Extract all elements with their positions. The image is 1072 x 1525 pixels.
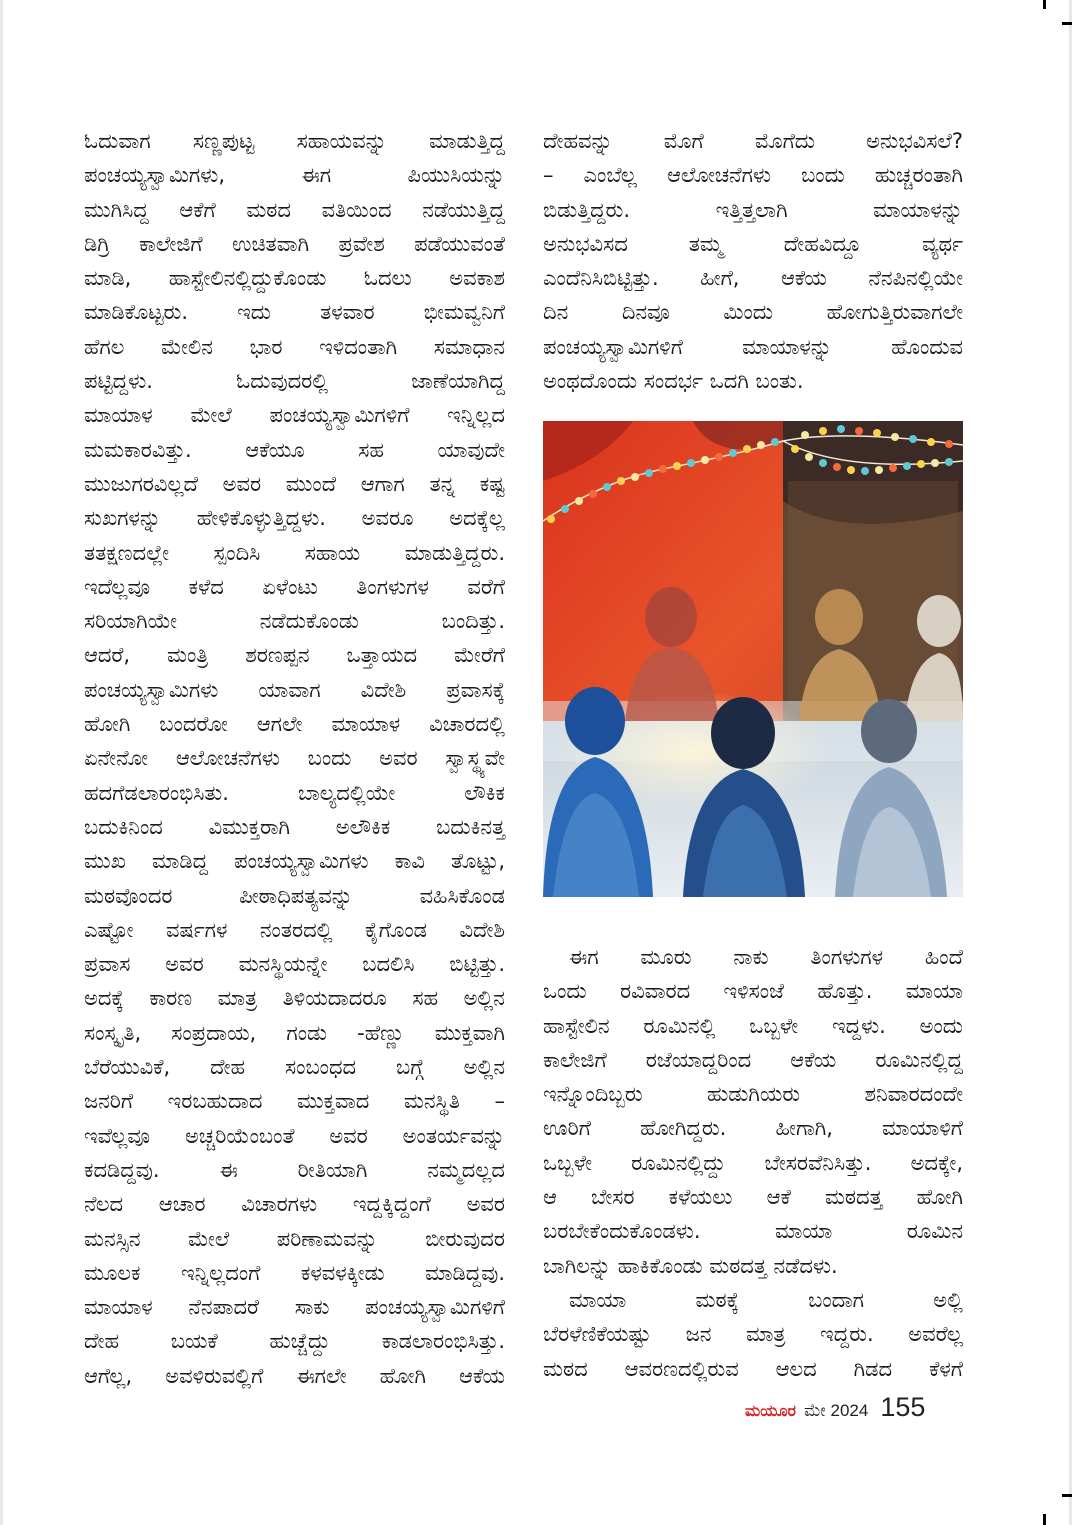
text-line: ಇವೆಲ್ಲವೂ ಅಚ್ಚರಿಯೆಂಬಂತೆ ಅವರ ಅಂತರ್ಯವನ್ನು: [84, 1123, 505, 1148]
text-line: ಕದಡಿದ್ದವು. ಈ ರೀತಿಯಾಗಿ ನಮ್ಮದಲ್ಲದ: [84, 1157, 505, 1182]
magazine-logo: ಮಯೂರ: [745, 1401, 797, 1420]
text-line: ಒಂದು ರವಿವಾರದ ಇಳಿಸಂಜೆ ಹೊತ್ತು. ಮಾಯಾ: [543, 979, 963, 1004]
text-line: ಹದಗೆಡಲಾರಂಭಿಸಿತು. ಬಾಲ್ಯದಲ್ಲಿಯೇ ಲೌಕಿಕ: [84, 780, 505, 805]
text-line: ಪಂಚಯ್ಯಸ್ವಾಮಿಗಳಿಗೆ ಮಾಯಾಳನ್ನು ಹೊಂದುವ: [543, 334, 963, 359]
page-footer: [745, 1392, 965, 1428]
text-line: ಒಬ್ಬಳೇ ರೂಮಿನಲ್ಲಿದ್ದು ಬೇಸರವೆನಿಸಿತ್ತು. ಅದಕ್ಕೇ,: [543, 1150, 963, 1175]
crop-mark-top: [1043, 0, 1046, 9]
text-line: ಡಿಗ್ರಿ ಕಾಲೇಜಿಗೆ ಉಚಿತವಾಗಿ ಪ್ರವೇಶ ಪಡೆಯುವಂತೆ: [84, 231, 505, 256]
text-line: ಆಗೆಲ್ಲ, ಅವಳಿರುವಲ್ಲಿಗೆ ಈಗಲೇ ಹೋಗಿ ಆಕೆಯ: [84, 1363, 505, 1388]
text-line: – ಎಂಬೆಲ್ಲ ಆಲೋಚನೆಗಳು ಬಂದು ಹುಚ್ಚರಂತಾಗಿ: [543, 163, 963, 188]
text-line: ದೇಹವನ್ನು ಮೊಗೆ ಮೊಗೆದು ಅನುಭವಿಸಲೆ?: [543, 129, 963, 153]
article-column-right-bottom: [543, 940, 963, 1386]
text-line: ಅದಕ್ಕೆ ಕಾರಣ ಮಾತ್ರ ತಿಳಿಯದಾದರೂ ಸಹ ಅಲ್ಲಿನ: [84, 986, 505, 1011]
text-line: ಇದೆಲ್ಲವೂ ಕಳೆದ ಏಳೆಂಟು ತಿಂಗಳುಗಳ ವರೆಗೆ: [84, 574, 505, 599]
text-line: ಬಾಗಿಲನ್ನು ಹಾಕಿಕೊಂಡು ಮಠದತ್ತ ನಡೆದಳು.: [543, 1253, 838, 1278]
text-line: ಬೆರಳೆಣಿಕೆಯಷ್ಟು ಜನ ಮಾತ್ರ ಇದ್ದರು. ಅವರೆಲ್ಲ: [543, 1322, 963, 1347]
crop-mark-bottom: [1043, 1514, 1046, 1525]
text-line: ಜನರಿಗೆ ಇರಬಹುದಾದ ಮುಕ್ತವಾದ ಮನಸ್ಥಿತಿ –: [84, 1089, 505, 1114]
article-column-right-top: [543, 124, 963, 398]
text-line: ಬಿಡುತ್ತಿದ್ದರು. ಇತ್ತಿತ್ತಲಾಗಿ ಮಾಯಾಳನ್ನು: [543, 197, 963, 222]
text-line: ಆ ಬೇಸರ ಕಳೆಯಲು ಆಕೆ ಮಠದತ್ತ ಹೋಗಿ: [543, 1185, 963, 1210]
text-line: ದೇಹ ಬಯಕೆ ಹುಚ್ಚೆದ್ದು ಕಾಡಲಾರಂಭಿಸಿತ್ತು.: [84, 1329, 505, 1354]
crop-mark-bottom-right: [1062, 1494, 1072, 1497]
text-line: ಹಾಸ್ಟೇಲಿನ ರೂಮಿನಲ್ಲಿ ಒಬ್ಬಳೇ ಇದ್ದಳು. ಅಂದು: [543, 1013, 963, 1038]
text-line: ಮಾಯಾಳ ಮೇಲೆ ಪಂಚಯ್ಯಸ್ವಾಮಿಗಳಿಗೆ ಇನ್ನಿಲ್ಲದ: [84, 403, 505, 428]
text-line: ಮನಸ್ಸಿನ ಮೇಲೆ ಪರಿಣಾಮವನ್ನು ಬೀರುವುದರ: [84, 1226, 505, 1251]
text-line: ಮಾಡಿಕೊಟ್ಟರು. ಇದು ತಳವಾರ ಭೀಮವ್ವನಿಗೆ: [84, 300, 505, 325]
text-line: ಮೂಲಕ ಇನ್ನಿಲ್ಲದಂಗೆ ಕಳವಳಕ್ಕೀಡು ಮಾಡಿದ್ದವು.: [84, 1260, 505, 1285]
text-line: ತತಕ್ಷಣದಲ್ಲೇ ಸ್ಪಂದಿಸಿ ಸಹಾಯ ಮಾಡುತ್ತಿದ್ದರು.: [84, 540, 505, 565]
text-line: ಹೋಗಿ ಬಂದರೋ ಆಗಲೇ ಮಾಯಾಳ ವಿಚಾರದಲ್ಲಿ: [84, 712, 505, 737]
text-line: ಬೆರೆಯುವಿಕೆ, ದೇಹ ಸಂಬಂಧದ ಬಗ್ಗೆ ಅಲ್ಲಿನ: [84, 1055, 505, 1080]
text-line: ಓದುವಾಗ ಸಣ್ಣಪುಟ್ಟ ಸಹಾಯವನ್ನು ಮಾಡುತ್ತಿದ್ದ: [84, 129, 505, 153]
text-line: ಅಂಥದೊಂದು ಸಂದರ್ಭ ಒದಗಿ ಬಂತು.: [543, 369, 804, 394]
text-line: ಮಠದ ಆವರಣದಲ್ಲಿರುವ ಆಲದ ಗಿಡದ ಕೆಳಗೆ: [543, 1356, 963, 1381]
text-line: ಕಾಲೇಜಿಗೆ ರಜೆಯಾದ್ದರಿಂದ ಆಕೆಯ ರೂಮಿನಲ್ಲಿದ್ದ: [543, 1047, 963, 1072]
page-edge-left: [0, 0, 3, 1525]
page-number: 155: [880, 1392, 926, 1422]
text-line: ಮಠವೊಂದರ ಪೀಠಾಧಿಪತ್ಯವನ್ನು ವಹಿಸಿಕೊಂಡ: [84, 883, 505, 908]
text-line: ಏನೇನೋ ಆಲೋಚನೆಗಳು ಬಂದು ಅವರ ಸ್ವಾಸ್ಥ್ಯವೇ: [84, 746, 505, 771]
text-line: ಸಂಸ್ಕೃತಿ, ಸಂಪ್ರದಾಯ, ಗಂಡು -ಹೆಣ್ಣು ಮುಕ್ತವಾಗಿ: [84, 1020, 505, 1045]
text-line: ಅನುಭವಿಸದ ತಮ್ಮ ದೇಹವಿದ್ದೂ ವ್ಯರ್ಥ: [543, 231, 963, 256]
text-line: ಆದರೆ, ಮಂತ್ರಿ ಶರಣಪ್ಪನ ಒತ್ತಾಯದ ಮೇರೆಗೆ: [84, 643, 505, 668]
text-line: ಮುಖ ಮಾಡಿದ್ದ ಪಂಚಯ್ಯಸ್ವಾಮಿಗಳು ಕಾವಿ ತೊಟ್ಟು,: [84, 849, 505, 874]
crop-mark-top-right: [1062, 22, 1072, 25]
text-line: ಇನ್ನೊಂದಿಬ್ಬರು ಹುಡುಗಿಯರು ಶನಿವಾರದಂದೇ: [543, 1082, 963, 1107]
text-line: ಊರಿಗೆ ಹೋಗಿದ್ದರು. ಹೀಗಾಗಿ, ಮಾಯಾಳಿಗೆ: [543, 1116, 963, 1141]
text-line: ಎಷ್ಟೋ ವರ್ಷಗಳ ನಂತರದಲ್ಲಿ ಕೈಗೊಂಡ ವಿದೇಶಿ: [84, 917, 505, 942]
story-illustration: [543, 421, 963, 897]
text-line: ಮಾಯಾಳ ನೆನಪಾದರೆ ಸಾಕು ಪಂಚಯ್ಯಸ್ವಾಮಿಗಳಿಗೆ: [84, 1295, 505, 1320]
text-line: ಮಮಕಾರವಿತ್ತು. ಆಕೆಯೂ ಸಹ ಯಾವುದೇ: [84, 437, 505, 462]
text-line: ಹೆಗಲ ಮೇಲಿನ ಭಾರ ಇಳಿದಂತಾಗಿ ಸಮಾಧಾನ: [84, 334, 505, 359]
article-column-left: [84, 124, 505, 1393]
text-line: ಪ್ರವಾಸ ಅವರ ಮನಸ್ಥಿಯನ್ನೇ ಬದಲಿಸಿ ಬಿಟ್ಟಿತ್ತು.: [84, 952, 505, 977]
text-line: ದಿನ ದಿನವೂ ಮಿಂದು ಹೋಗುತ್ತಿರುವಾಗಲೇ: [543, 300, 963, 325]
text-line: ಮಾಯಾ ಮಠಕ್ಕೆ ಬಂದಾಗ ಅಲ್ಲಿ: [569, 1287, 963, 1312]
text-line: ಸುಖಗಳನ್ನು ಹೇಳಿಕೊಳ್ಳುತ್ತಿದ್ದಳು. ಅವರೂ ಅದಕ್ಕೆಲ್ಲ: [84, 506, 505, 531]
text-line: ನೆಲದ ಆಚಾರ ವಿಚಾರಗಳು ಇದ್ದಕ್ಕಿದ್ದಂಗೆ ಅವರ: [84, 1192, 505, 1217]
text-line: ಮುಗಿಸಿದ್ದ ಆಕೆಗೆ ಮಠದ ವತಿಯಿಂದ ನಡೆಯುತ್ತಿದ್ದ: [84, 197, 505, 222]
issue-date: ಮೇ 2024: [804, 1401, 869, 1420]
text-line: ಪಂಚಯ್ಯಸ್ವಾಮಿಗಳು ಯಾವಾಗ ವಿದೇಶಿ ಪ್ರವಾಸಕ್ಕೆ: [84, 677, 505, 702]
text-line: ಸರಿಯಾಗಿಯೇ ನಡೆದುಕೊಂಡು ಬಂದಿತ್ತು.: [84, 609, 505, 634]
text-line: ಮುಜುಗರವಿಲ್ಲದೆ ಅವರ ಮುಂದೆ ಆಗಾಗ ತನ್ನ ಕಷ್ಟ: [84, 471, 505, 496]
text-line: ಮಾಡಿ, ಹಾಸ್ಟೇಲಿನಲ್ಲಿದ್ದುಕೊಂಡು ಓದಲು ಅವಕಾಶ: [84, 266, 505, 291]
text-line: ಈಗ ಮೂರು ನಾಕು ತಿಂಗಳುಗಳ ಹಿಂದೆ: [569, 945, 963, 969]
text-line: ಎಂದೆನಿಸಿಬಿಟ್ಟಿತ್ತು. ಹೀಗೆ, ಆಕೆಯ ನೆನಪಿನಲ್ಲಿಯೇ: [543, 266, 963, 291]
text-line: ಪಂಚಯ್ಯಸ್ವಾಮಿಗಳು, ಈಗ ಪಿಯುಸಿಯನ್ನು: [84, 163, 505, 188]
text-line: ಪಟ್ಟಿದ್ದಳು. ಓದುವುದರಲ್ಲಿ ಜಾಣೆಯಾಗಿದ್ದ: [84, 369, 505, 394]
text-line: ಬರಬೇಕೆಂದುಕೊಂಡಳು. ಮಾಯಾ ರೂಮಿನ: [543, 1219, 963, 1244]
text-line: ಬದುಕಿನಿಂದ ವಿಮುಕ್ತರಾಗಿ ಅಲೌಕಿಕ ಬದುಕಿನತ್ತ: [84, 814, 505, 839]
